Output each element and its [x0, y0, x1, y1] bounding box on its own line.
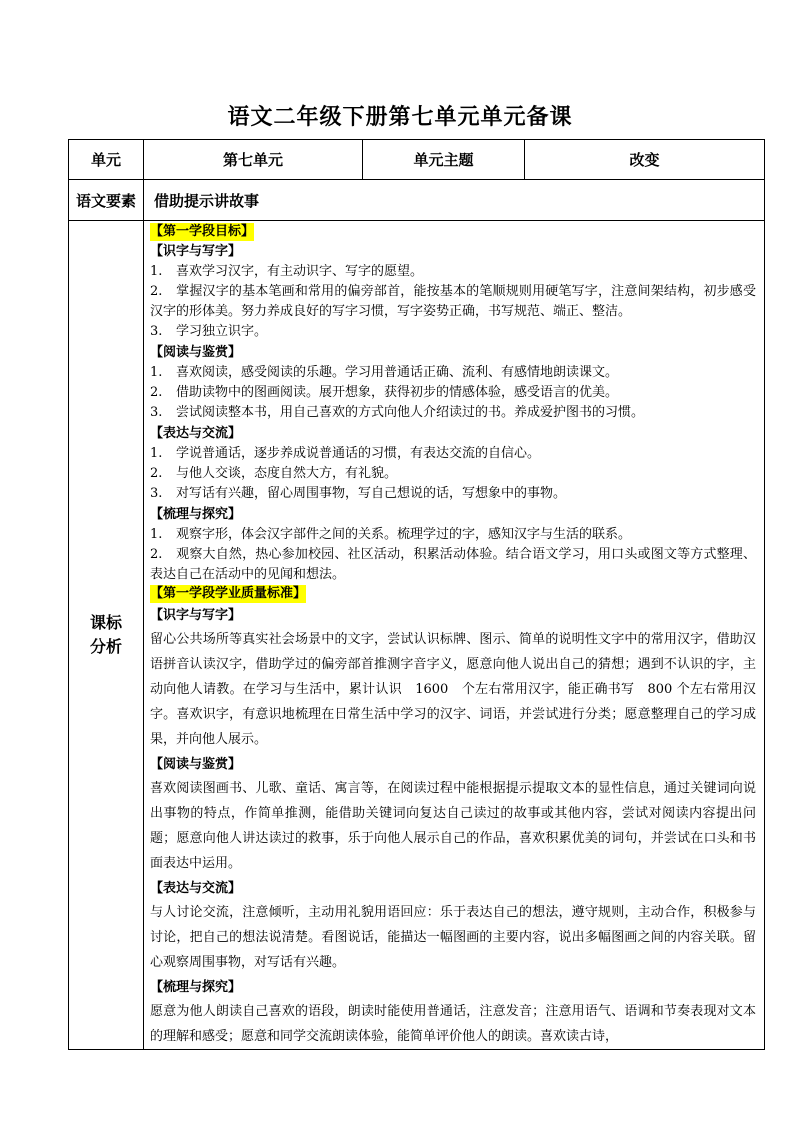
goals-section-exploration — [150, 505, 756, 585]
section-title: 【梳理与探究】 — [150, 507, 242, 522]
analysis-row — [69, 221, 765, 1050]
list-item: 2. 借助读物中的图画阅读。展开想象，获得初步的情感体验，感受语言的优美。 — [150, 385, 619, 400]
section-title: 【识字与写字】 — [150, 244, 242, 259]
standards-heading: 【第一学段学业质量标准】 — [150, 586, 307, 601]
analysis-label-line1: 课标 — [89, 613, 122, 632]
list-item: 1. 喜欢阅读，感受阅读的乐趣。学习用普通话正确、流利、有感情地朗读课文。 — [150, 365, 619, 380]
goals-section-expression — [150, 424, 756, 504]
section-paragraph: 留心公共场所等真实社会场景中的文字，尝试认识标牌、图示、简单的说明性文字中的常用汉字，借助汉语拼音认读汉字，借助学过的偏旁部首推测字音字义，愿意向他人说出自己的猜想；遇到不认识的字，主动向他人请教。在学习与生活中，累计认识 1600 个左右常用汉字，能正确书写 800 个左右常用汉字。喜欢识字，有意识地梳理在日常生活中学习的汉字、词语，并尝试进行分类；愿意整理自己的学习成果，并向他人展示。 — [150, 632, 756, 747]
section-paragraph: 喜欢阅读图画书、儿歌、童话、寓言等，在阅读过程中能根据提示提取文本的显性信息，通过关键词向说出事物的特点，作简单推测，能借助关键词向复达自己读过的故事或其他内容，尝试对阅读内容提出问题；愿意向他人讲达读过的救事，乐于向他人展示自己的作品，喜欢积累优美的词句，并尝试在口头和书面表达中运用。 — [150, 781, 756, 871]
unit-value: 第七单元 — [144, 140, 363, 180]
list-item: 2. 与他人交谈，态度自然大方，有礼貌。 — [150, 466, 398, 481]
goals-section-literacy — [150, 242, 756, 342]
header-row — [69, 140, 765, 180]
unit-label: 单元 — [69, 140, 144, 180]
element-value: 借助提示讲故事 — [144, 180, 765, 221]
theme-label: 单元主题 — [363, 140, 525, 180]
list-item: 2. 观察大自然，热心参加校园、社区活动，积累活动体验。结合语文学习，用口头或图文等方式整理、表达自己在活动中的见闻和想法。 — [150, 547, 756, 582]
element-label: 语文要素 — [69, 180, 144, 221]
section-title: 【阅读与鉴赏】 — [150, 757, 242, 772]
section-title: 【梳理与探究】 — [150, 980, 242, 995]
list-item: 3. 对写话有兴趣，留心周围事物，写自己想说的话，写想象中的事物。 — [150, 486, 567, 501]
section-title: 【阅读与鉴赏】 — [150, 345, 242, 360]
standards-section-reading — [150, 754, 756, 876]
list-item: 1. 学说普通话，逐步养成说普通话的习惯，有表达交流的自信心。 — [150, 446, 541, 461]
lesson-plan-table — [68, 139, 765, 1050]
goals-heading: 【第一学段目标】 — [150, 224, 255, 239]
list-item: 2. 掌握汉字的基本笔画和常用的偏旁部首，能按基本的笔顺规则用硬笔写字，注意间架结构，初步感受汉字的形体美。努力养成良好的写字习惯，写字姿势正确，书写规范、端正、整洁。 — [150, 284, 756, 319]
section-title: 【表达与交流】 — [150, 426, 242, 441]
analysis-content — [144, 221, 765, 1050]
list-item: 1. 观察字形，体会汉字部件之间的关系。梳理学过的字，感知汉字与生活的联系。 — [150, 527, 632, 542]
section-title: 【识字与写字】 — [150, 608, 242, 623]
section-paragraph: 愿意为他人朗读自己喜欢的语段，朗读时能使用普通话，注意发音；注意用语气、语调和节奏表现对文本的理解和感受；愿意和同学交流朗读体验，能简单评价他人的朗读。喜欢读古诗， — [150, 1004, 756, 1044]
analysis-inner — [144, 221, 764, 1049]
standards-section-literacy — [150, 605, 756, 752]
element-row — [69, 180, 765, 221]
section-title: 【表达与交流】 — [150, 881, 242, 896]
analysis-label-line2: 分析 — [89, 637, 122, 656]
page-title: 语文二年级下册第七单元单元备课 — [227, 104, 573, 130]
standards-section-exploration — [150, 977, 756, 1049]
list-item: 3. 尝试阅读整本书，用自己喜欢的方式向他人介绍读过的书。养成爱护图书的习惯。 — [150, 405, 645, 420]
analysis-label — [69, 221, 144, 1050]
standards-section-expression — [150, 878, 756, 975]
list-item: 3. 学习独立识字。 — [150, 324, 268, 339]
theme-value: 改变 — [525, 140, 765, 180]
goals-section-reading — [150, 343, 756, 423]
list-item: 1. 喜欢学习汉字，有主动识字、写字的愿望。 — [150, 264, 424, 279]
section-paragraph: 与人讨论交流，注意倾听，主动用礼貌用语回应：乐于表达自己的想法，遵守规则，主动合作，积极参与讨论，把自己的想法说清楚。看图说话，能描达一幅图画的主要内容，说出多幅图画之间的内容关联。留心观察周围事物，对写话有兴趣。 — [150, 905, 756, 970]
